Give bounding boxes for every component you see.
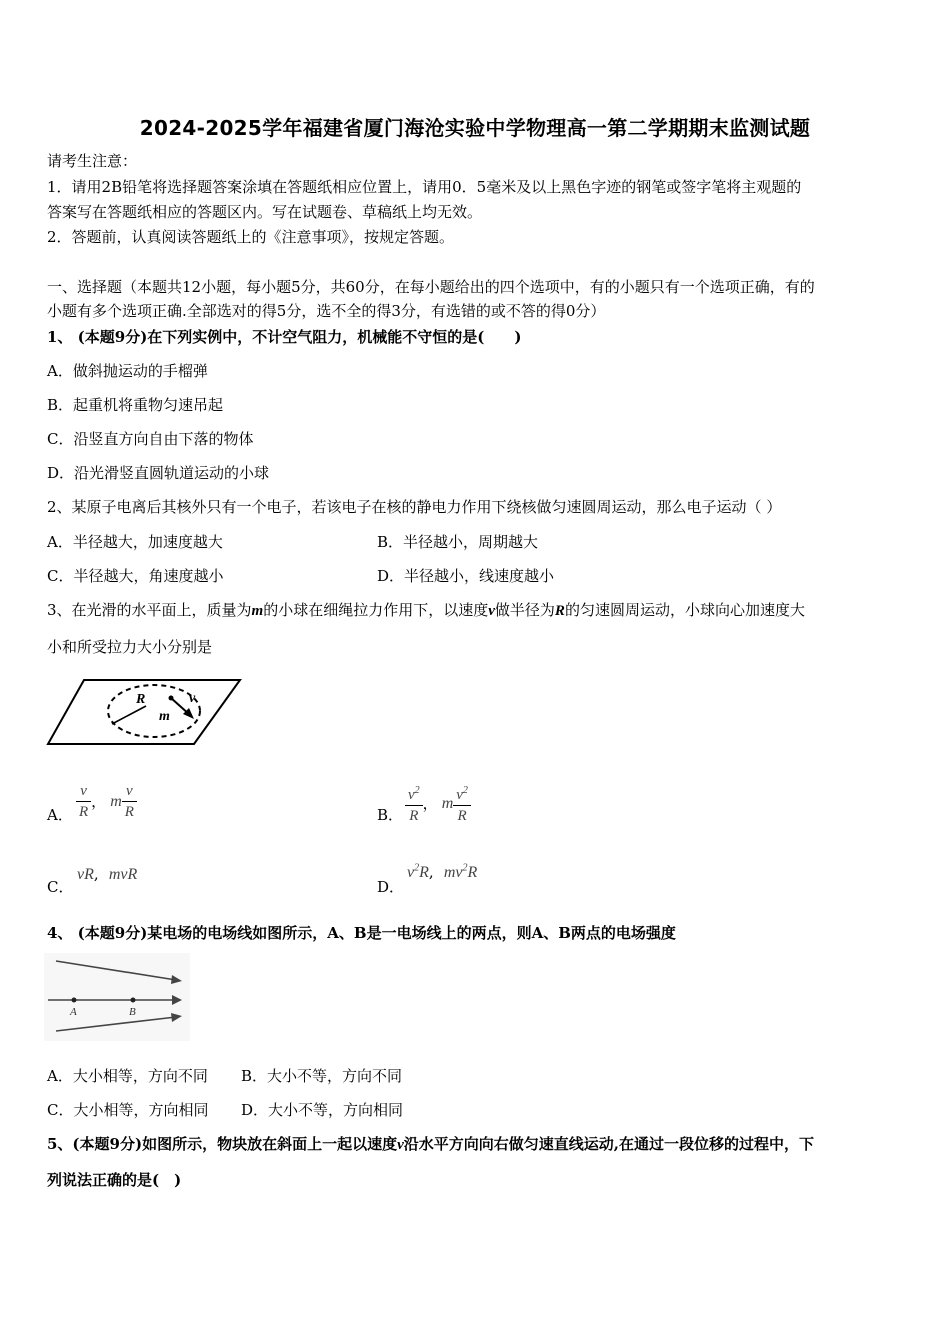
q3-option-b-expr: $\frac{v^2}{R}$ ， m $\frac{v^2}{R}$ xyxy=(405,782,471,825)
page-title: 2024-2025学年福建省厦门海沧实验中学物理高一第二学期期末监测试题 xyxy=(139,116,811,140)
q3-b-frac-1: $\frac{v^2}{R}$ xyxy=(405,782,423,825)
q1-stem: 1、 (本题9分)在下列实例中，不计空气阻力，机械能不守恒的是( ) xyxy=(47,328,522,346)
q1-option-d: D．沿光滑竖直圆轨道运动的小球 xyxy=(47,464,270,482)
notice-line-1b: 答案写在答题纸相应的答题区内。写在试题卷、草稿纸上均无效。 xyxy=(47,203,483,221)
q3-fig-label-R: R xyxy=(136,692,146,707)
q2-option-b: B．半径越小，周期越大 xyxy=(377,533,539,551)
notice-line-2: 2．答题前，认真阅读答题纸上的《注意事项》，按规定答题。 xyxy=(47,228,455,246)
q3-a-frac-1: $\frac{v}{R}$ xyxy=(76,782,91,821)
q4-point-a xyxy=(72,998,77,1003)
q5-stem-part-1: 5、(本题9分)如图所示，物块放在斜面上一起以速度 xyxy=(47,1135,398,1153)
q3-d-comma: , xyxy=(428,863,434,881)
q3-b-frac-2: $\frac{v^2}{R}$ xyxy=(453,782,471,825)
q3-stem-line-2: 小和所受拉力大小分别是 xyxy=(47,638,213,656)
q4-field-lines-figure xyxy=(44,953,190,1041)
q3-radius-line xyxy=(112,706,146,724)
q3-option-d-expr xyxy=(407,862,477,882)
q1-option-a: A．做斜抛运动的手榴弹 xyxy=(47,362,208,380)
q4-option-a: A．大小相等，方向不同 xyxy=(47,1067,208,1085)
q5-stem-line-2: 列说法正确的是( ) xyxy=(47,1171,182,1189)
q5-stem-part-2: 沿水平方向向右做匀速直线运动,在通过一段位移的过程中，下 xyxy=(403,1135,814,1153)
q3-stem-part-4: 的匀速圆周运动，小球向心加速度大 xyxy=(564,601,805,619)
notice-line-1: 1．请用2B铅笔将选择题答案涂填在答题纸相应位置上，请用0．5毫米及以上黑色字迹的钢笔或签字笔将主观题的 xyxy=(47,178,802,196)
q3-var-R: R xyxy=(554,603,565,619)
q3-circular-motion-figure xyxy=(44,672,244,752)
q3-c-expr-1: vR xyxy=(77,866,94,883)
q3-var-m: m xyxy=(251,603,264,619)
q3-option-a-expr: $\frac{v}{R}$ ， m $\frac{v}{R}$ xyxy=(76,782,137,821)
q1-option-c: C．沿竖直方向自由下落的物体 xyxy=(47,430,254,448)
q3-b-comma: ， xyxy=(422,794,438,813)
q3-fig-label-v: v xyxy=(189,691,196,706)
q4-option-b: B．大小不等，方向不同 xyxy=(241,1067,403,1085)
q5-stem-line-1 xyxy=(47,1134,814,1155)
q2-option-d: D．半径越小，线速度越小 xyxy=(377,567,555,585)
q4-label-a: A xyxy=(70,1006,77,1018)
q1-option-b: B．起重机将重物匀速吊起 xyxy=(47,396,224,414)
q3-option-b-label: B． xyxy=(377,806,404,824)
q3-a-comma: ， xyxy=(91,792,107,811)
q3-c-comma: , xyxy=(93,865,99,883)
q3-option-c-label: C． xyxy=(47,878,74,896)
q3-option-d-label: D． xyxy=(377,878,405,896)
section-heading-line-1: 一、选择题（本题共12小题，每小题5分，共60分，在每小题给出的四个选项中，有的小题只有一个选项正确，有的 xyxy=(47,278,815,296)
q3-stem-line-1 xyxy=(47,600,805,621)
q2-option-a: A．半径越大，加速度越大 xyxy=(47,533,223,551)
q3-c-expr-2: mvR xyxy=(108,866,138,883)
q2-stem: 2、某原子电离后其核外只有一个电子，若该电子在核的静电力作用下绕核做匀速圆周运动，那么电子运动（ ） xyxy=(47,498,782,516)
q3-stem-part-2: 的小球在细绳拉力作用下，以速度 xyxy=(263,601,489,619)
q3-d-expr-2: $mv^2R$ xyxy=(443,862,478,881)
q3-option-a-label: A． xyxy=(47,806,73,824)
q3-a-frac-2: $\frac{v}{R}$ xyxy=(122,782,137,821)
q3-stem-part-1: 3、在光滑的水平面上，质量为 xyxy=(47,601,252,619)
q4-label-b: B xyxy=(129,1006,136,1018)
q3-var-v: v xyxy=(488,603,495,619)
q4-option-d: D．大小不等，方向相同 xyxy=(241,1101,404,1119)
section-heading-line-2: 小题有多个选项正确.全部选对的得5分，选不全的得3分，有选错的或不答的得0分） xyxy=(47,302,606,320)
q3-d-expr-1: $v^2R$ xyxy=(407,862,429,881)
q4-figure-background xyxy=(44,953,190,1041)
q4-option-c: C．大小相等，方向相同 xyxy=(47,1101,209,1119)
q2-option-c: C．半径越大，角速度越小 xyxy=(47,567,224,585)
q3-plane-outline xyxy=(48,680,240,744)
notice-heading: 请考生注意： xyxy=(47,152,138,170)
q3-option-c-expr xyxy=(77,864,137,884)
q5-var-v: v xyxy=(397,1137,404,1153)
q4-stem: 4、 (本题9分)某电场的电场线如图所示，A、B是一电场线上的两点，则A、B两点的电场强度 xyxy=(47,924,676,942)
q3-fig-label-m: m xyxy=(159,709,170,724)
q4-point-b xyxy=(131,998,136,1003)
q3-stem-part-3: 做半径为 xyxy=(494,601,555,619)
